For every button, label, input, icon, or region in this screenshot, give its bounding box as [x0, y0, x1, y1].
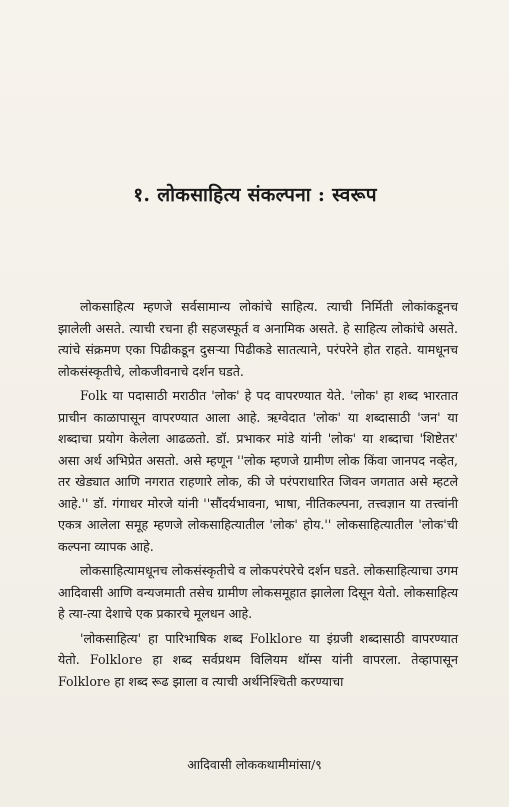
paragraph: लोकसाहित्य म्हणजे सर्वसामान्य लोकांचे साहित्य. त्याची निर्मिती लोकांकडूनच झालेली असते. त्याची रचना ही सहजस्फूर्त व अनामिक असते. हे साहित्य लोकांचे असते. त्यांचे संक्रमण एका पिढीकडून दुसऱ्या पिढीकडे सातत्याने, परंपरेने होत राहते. यामधूनच लोकसंस्कृतीचे, लोकजीवनाचे दर्शन घडते.	[58, 299, 458, 379]
chapter-heading: १. लोकसाहित्य संकल्पना : स्वरूप	[133, 184, 377, 206]
page-footer: आदिवासी लोककथामीमांसा/९	[187, 757, 322, 772]
paragraph: Folk या पदासाठी मराठीत 'लोक' हे पद वापरण्यात येते. 'लोक' हा शब्द भारतात प्राचीन काळापासून वापरण्यात आला आहे. ऋग्वेदात 'लोक' या शब्दासाठी 'जन' या शब्दाचा प्रयोग केलेला आढळतो. डॉ. प्रभाकर मांडे यांनी 'लोक' या शब्दाचा 'शिष्टेतर' असा अर्थ अभिप्रेत असतो. असे म्हणून ''लोक म्हणजे ग्रामीण लोक किंवा जानपद नव्हेत, तर खेड्यात आणि नगरात राहणारे लोक, की जे परंपराधारित जिवन जगतात असे म्हटले आहे.'' डॉ. गंगाधर मोरजे यांनी ''सौंदर्यभावना, भाषा, नीतिकल्पना, तत्त्वज्ञान या तत्त्वांनी एकत्र आलेला समूह म्हणजे लोकसाहित्यातील 'लोक' होय.'' लोकसाहित्यातील 'लोक'ची कल्पना व्यापक आहे.	[58, 388, 458, 554]
paragraph: लोकसाहित्यामधूनच लोकसंस्कृतीचे व लोकपरंपरेचे दर्शन घडते. लोकसाहित्याचा उगम आदिवासी आणि वन्यजमाती तसेच ग्रामीण लोकसमूहात झालेला दिसून येतो. लोकसाहित्य हे त्या-त्या देशाचे एक प्रकारचे मूलधन आहे.	[58, 563, 458, 621]
body-text	[58, 296, 458, 695]
show-through-text	[70, 40, 465, 180]
paragraph: 'लोकसाहित्य' हा पारिभाषिक शब्द Folklore या इंग्रजी शब्दासाठी वापरण्यात येतो. Folklore हा शब्द सर्वप्रथम विलियम थॉम्स यांनी वापरला. तेव्हापासून Folklore हा शब्द रूढ झाला व त्याची अर्थनिश्चिती करण्याचा	[58, 630, 458, 689]
